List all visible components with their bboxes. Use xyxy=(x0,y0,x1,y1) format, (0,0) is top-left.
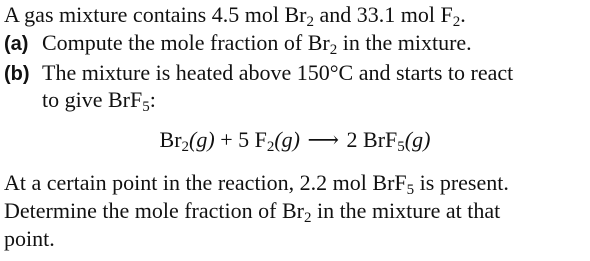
intro-subscript-2: 2 xyxy=(452,14,461,30)
intro-text-1: A gas mixture contains 4.5 mol Br xyxy=(4,2,307,27)
reactant-1-subscript: 2 xyxy=(181,139,190,155)
part-a-label: (a) xyxy=(4,33,29,55)
reaction-arrow-icon: ⟶ xyxy=(307,127,340,152)
followup-line-1 xyxy=(4,170,509,196)
intro-text-3: . xyxy=(460,2,466,27)
reactant-1-state: (g) xyxy=(189,127,215,152)
followup-subscript-2: 2 xyxy=(303,210,312,226)
product-subscript: 5 xyxy=(397,139,405,155)
followup-text-1: At a certain point in the reaction, 2.2 mol BrF xyxy=(4,170,407,195)
part-a-line xyxy=(4,30,472,57)
followup-line-3 xyxy=(4,226,55,252)
intro-subscript-1: 2 xyxy=(306,14,314,30)
part-b-text-1: The mixture is heated above 150°C and starts to react xyxy=(42,60,514,85)
reactant-1: Br xyxy=(159,127,182,152)
part-b-text-2: to give BrF xyxy=(42,87,143,112)
reactant-2-subscript: 2 xyxy=(266,139,275,155)
part-b-line-1 xyxy=(4,60,513,87)
intro-text-2: and 33.1 mol F xyxy=(313,2,453,27)
part-b-label: (b) xyxy=(4,63,30,85)
followup-line-2 xyxy=(4,198,500,224)
reactant-2-state: (g) xyxy=(274,127,300,152)
followup-text-4: in the mixture at that xyxy=(311,198,501,223)
product-state: (g) xyxy=(404,127,431,152)
followup-subscript-1: 5 xyxy=(406,182,415,198)
followup-text-2: is present. xyxy=(414,170,509,195)
part-a-text-1: Compute the mole fraction of Br xyxy=(42,30,330,55)
intro-line xyxy=(4,2,466,28)
part-b-line-2 xyxy=(42,87,156,113)
product: 2 BrF xyxy=(346,127,398,152)
followup-text-3: Determine the mole fraction of Br xyxy=(4,198,304,223)
part-a-subscript: 2 xyxy=(329,42,338,58)
part-b-subscript: 5 xyxy=(142,99,150,115)
reactant-2: + 5 F xyxy=(214,127,267,152)
part-b-text-3: : xyxy=(149,87,156,112)
reaction-equation xyxy=(0,127,590,153)
followup-text-5: point. xyxy=(4,226,55,251)
part-a-text-2: in the mixture. xyxy=(337,30,472,55)
